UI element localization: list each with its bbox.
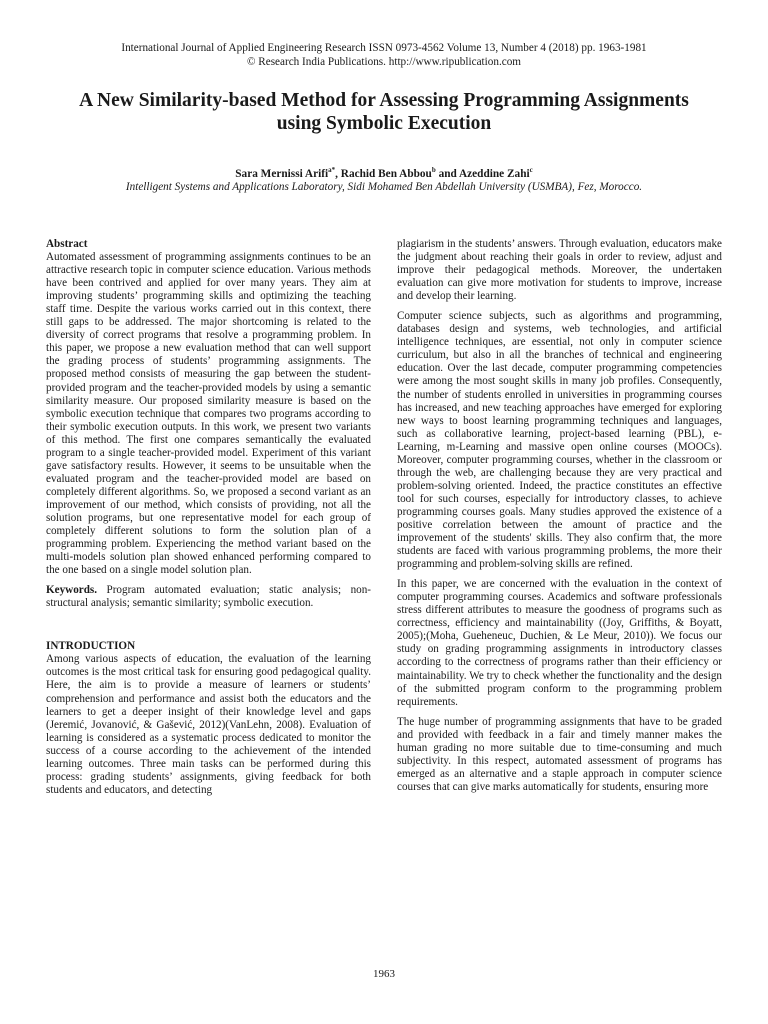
left-column (46, 238, 371, 797)
abstract-heading: Abstract (46, 238, 88, 250)
keywords-text: Program automated evaluation; static analysis; non-structural analysis; semantic similarity; symbolic execution. (46, 584, 371, 610)
author-list (0, 163, 768, 181)
intro-paragraph-3: In this paper, we are concerned with the evaluation in the context of computer programming courses. Academics and software professionals stress different attributes to measure the goodness of programs such as correctness, efficiency and maintainability ((Joy, Griffiths, & Boyatt, 2005);(Moha, Gueheneuc, Duchien, & Le Meur, 2010)). We focus our study on grading programming assignments in introductory classes according to the correctness of programs rather than their efficiency or maintainability. We try to check whether the functionality and the design of the submitted program conform to the programming problem requirements. (397, 578, 722, 708)
author-name: Azeddine Zahi (459, 167, 530, 180)
affiliation: Intelligent Systems and Applications Laboratory, Sidi Mohamed Ben Abdellah University (USMBA), Fez, Morocco. (125, 181, 643, 193)
author-affiliation-mark: a* (328, 166, 336, 174)
author-affiliation-mark: c (529, 166, 533, 174)
author-affiliation-mark: b (431, 166, 436, 174)
intro-paragraph-4: The huge number of programming assignments that have to be graded and provided with feedback in a fair and timely manner makes the human grading no more suitable due to time-consuming and much subjectivity. In this respect, automated assessment of programs has emerged as an alternative and a staple approach in computer science courses that can give marks automatically for students, ensuring more (397, 715, 722, 793)
intro-paragraph-2: Computer science subjects, such as algorithms and programming, databases design and systems, web technologies, and artificial intelligence techniques, are essential, not only in computer science curriculum, but also in all the branches of technical and engineering education. Over the last decade, computer programming competencies were among the most sought skills in many job profiles. Consequently, the number of students enrolled in universities in programming courses has increased, and new teaching approaches have emerged for exploring new ways to boost learning programming techniques and languages, such as collaborative learning, project-based learning (PBL), e-Learning, m-Learning and massive open online courses (MOOCs). Moreover, computer programming courses, whether in the classroom or through the web, are challenging because they are very practical and problem-solving oriented. Indeed, the practice constitutes an effective tool for such courses, especially for introductory classes, to achieve programming courses goals. Many studies approved the existence of a positive correlation between the amount of practice and the improvement of the students' skills. They also confirm that, the more students are faced with various programming problems, the more their programming and problem-solving skills are refined. (397, 310, 722, 571)
journal-header (0, 42, 768, 69)
page-number: 1963 (373, 968, 395, 980)
publisher-line: © Research India Publications. http://www.ripublication.com (246, 55, 522, 68)
author-name: Sara Mernissi Arifi (235, 167, 329, 180)
introduction-heading: INTRODUCTION (46, 640, 136, 653)
intro-paragraph-1-continued: plagiarism in the students’ answers. Through evaluation, educators make the judgment about reaching their goals in order to review, adjust and improve their pedagogical methods. Moreover, the undertaken evaluation can give more motivation for students to improve, increase and develop their learning. (397, 238, 722, 303)
paper-title (20, 90, 748, 135)
keywords (46, 584, 371, 610)
abstract-text: Automated assessment of programming assignments continues to be an attractive research topic in computer science education. Various methods have been contrived and applied for over many years. They aim at improving students’ programming skills and optimizing the teaching staff time. Despite the various works carried out in this context, there still gaps to be addressed. The major shortcoming is related to the diversity of correct programs that resolve a programming problem. In this paper, we propose a new evaluation method that can well support the grading process of students’ programming assignments. The proposed method consists of measuring the gap between the student-provided program and the teacher-provided models by using a semantic similarity measure. Our proposed similarity measure is based on the symbolic execution technique that compares two programs according to their symbolic execution outputs. In this work, we present two variants of this method. The first one compares semantically the evaluated program to a single teacher-provided model. Experiment of this variant gave satisfactory results. However, it seems to be unsuitable when the evaluated program and the teacher-provided model are based on completely different algorithms. So, we proposed a second variant as an improvement of our method, which consists of providing, not all the solution programs, but one representative model for each group of completely different solutions to form the solution plan of a programming problem. Experiencing the method variant based on the multi-models solution plan showed enhanced performing compared to the one based on a single model solution plan. (46, 251, 371, 577)
right-column (397, 238, 722, 794)
author-separator: , (335, 167, 341, 180)
title-line-2: using Symbolic Execution (276, 112, 492, 134)
keywords-label: Keywords. (46, 584, 98, 597)
author-separator: and (435, 167, 459, 180)
journal-info-line: International Journal of Applied Engineering Research ISSN 0973-4562 Volume 13, Number 4 (2018) pp. 1963-1981 (121, 42, 647, 54)
author-name: Rachid Ben Abbou (340, 167, 432, 180)
title-line-1: A New Similarity-based Method for Assessing Programming Assignments (79, 90, 689, 111)
intro-paragraph-1: Among various aspects of education, the evaluation of the learning outcomes is the most critical task for ensuring good pedagogical quality. Here, the aim is to provide a measure of learners or students’ comprehension and performance and assist both the educators and the learners to get a deeper insight of their knowledge level and gaps (Jeremić, Jovanović, & Gašević, 2012)(VanLehn, 2008). Evaluation of learning is considered as a systematic process dedicated to monitor the success of a course according to the achievement of the intended learning outcomes. Three main tasks can be performed during this process: grading students’ assignments, giving feedback for both students and educators, and detecting (46, 653, 371, 796)
